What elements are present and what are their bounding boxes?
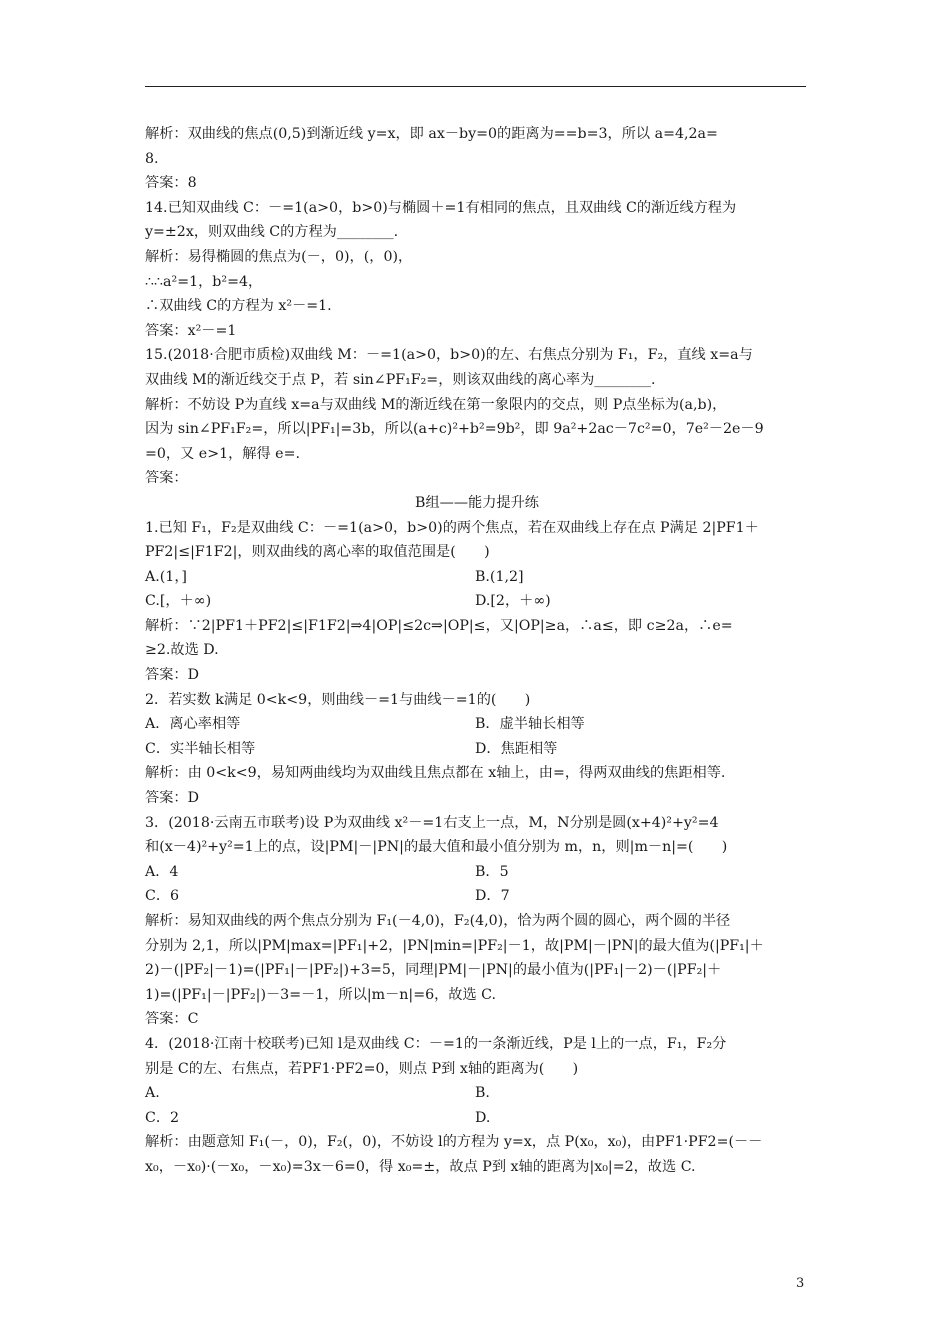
text-line: =0，又 e>1，解得 e=. — [145, 445, 300, 462]
text-line: 15.(2018·合肥市质检)双曲线 M：－=1(a>0，b>0)的左、右焦点分别为 F₁，F₂，直线 x=a与 — [145, 347, 753, 364]
section-heading: B组——能力提升练 — [415, 494, 539, 511]
text-line: 解析：易得椭圆的焦点为(－，0)，(，0)， — [145, 248, 413, 265]
text-line: 双曲线 M的渐近线交于点 P，若 sin∠PF₁F₂=，则该双曲线的离心率为________. — [145, 371, 656, 388]
text-line: 因为 sin∠PF₁F₂=，所以|PF₁|=3b，所以(a+c)²+b²=9b²，即 9a²+2ac－7c²=0，7e²－2e－9 — [145, 421, 764, 438]
option-row — [145, 1081, 809, 1106]
option-right: D．7 — [475, 888, 510, 905]
text-line: 1)=(|PF₁|－|PF₂|)－3=－1，所以|m－n|=6，故选 C. — [145, 986, 497, 1003]
option-right: D. — [475, 1109, 491, 1126]
text-line: 答案：D — [145, 790, 199, 807]
text-line: 解析：∵2|PF1＋PF2|≤|F1F2|⇒4|OP|≤2c⇒|OP|≤，又|OP|≥a，∴a≤，即 c≥2a，∴e= — [145, 617, 733, 634]
text-line: 解析：双曲线的焦点(0,5)到渐近线 y=x，即 ax－by=0的距离为==b=3，所以 a=4,2a= — [145, 126, 718, 142]
text-line: 解析：由题意知 F₁(－，0)，F₂(，0)，不妨设 l的方程为 y=x，点 P(x₀，x₀)，由PF1·PF2=(－－ — [145, 1134, 763, 1151]
text-line: 解析：由 0<k<9，易知两曲线均为双曲线且焦点都在 x轴上，由=，得两双曲线的焦距相等. — [145, 765, 726, 782]
text-line: 4．(2018·江南十校联考)已知 l是双曲线 C：－=1的一条渐近线，P是 l上的一点，F₁，F₂分 — [145, 1035, 727, 1052]
text-line: PF2|≤|F1F2|，则双曲线的离心率的取值范围是( ) — [145, 544, 490, 561]
text-line: 和(x－4)²+y²=1上的点，设|PM|－|PN|的最大值和最小值分别为 m，n，则|m－n|=( ) — [145, 839, 728, 856]
page-number: 3 — [796, 1276, 805, 1291]
text-line: 分别为 2,1，所以|PM|max=|PF₁|+2，|PN|min=|PF₂|－1，故|PM|－|PN|的最大值为(|PF₁|＋ — [145, 937, 764, 954]
option-right: D．焦距相等 — [475, 740, 558, 757]
text-line: 答案：C — [145, 1011, 199, 1028]
option-row — [145, 1106, 809, 1131]
option-left: C．2 — [145, 1109, 180, 1126]
option-row — [145, 860, 809, 885]
option-right: B．虚半轴长相等 — [475, 716, 585, 733]
option-row — [145, 884, 809, 909]
option-row — [145, 737, 809, 762]
text-line: 答案：x²－=1 — [145, 322, 237, 339]
text-line: ∴双曲线 C的方程为 x²－=1. — [145, 298, 332, 315]
text-line: ≥2.故选 D. — [145, 642, 219, 659]
text-line: ∴∴a²=1，b²=4， — [145, 273, 263, 290]
text-line: 解析：易知双曲线的两个焦点分别为 F₁(－4,0)，F₂(4,0)，恰为两个圆的圆心，两个圆的半径 — [145, 913, 731, 929]
option-left: C.[，＋∞) — [145, 593, 212, 610]
option-left: C．6 — [145, 888, 180, 905]
document-body — [145, 122, 809, 1180]
text-line: 答案：8 — [145, 175, 197, 192]
option-right: D.[2，＋∞) — [475, 593, 551, 610]
option-left: A．离心率相等 — [145, 716, 241, 733]
text-line: 解析：不妨设 P为直线 x=a与双曲线 M的渐近线在第一象限内的交点，则 P点坐标为(a,b)， — [145, 396, 727, 413]
text-line: 8. — [145, 150, 159, 167]
text-line: 2．若实数 k满足 0<k<9，则曲线－=1与曲线－=1的( ) — [145, 691, 531, 708]
option-left: A. — [145, 1085, 160, 1102]
option-right: B.(1,2] — [475, 568, 524, 585]
text-line: y=±2x，则双曲线 C的方程为________. — [145, 224, 399, 241]
text-line: 3．(2018·云南五市联考)设 P为双曲线 x²－=1右支上一点，M，N分别是圆(x+4)²+y²=4 — [145, 814, 719, 831]
option-row — [145, 589, 809, 614]
text-line: 14.已知双曲线 C：－=1(a>0，b>0)与椭圆＋=1有相同的焦点，且双曲线 C的渐近线方程为 — [145, 199, 737, 216]
option-right: B. — [475, 1085, 490, 1102]
option-left: C．实半轴长相等 — [145, 740, 256, 757]
text-line: 别是 C的左、右焦点，若PF1·PF2=0，则点 P到 x轴的距离为( ) — [145, 1060, 579, 1077]
text-line: 2)－(|PF₂|－1)=(|PF₁|－|PF₂|)+3=5，同理|PM|－|PN|的最小值为(|PF₁|－2)－(|PF₂|＋ — [145, 962, 722, 979]
option-right: B．5 — [475, 863, 509, 880]
option-row — [145, 712, 809, 737]
header-rule — [145, 86, 806, 87]
option-row — [145, 565, 809, 590]
text-line: 答案： — [145, 470, 188, 487]
text-line: x₀，－x₀)·(－x₀，－x₀)=3x－6=0，得 x₀=±，故点 P到 x轴的距离为|x₀|=2，故选 C. — [145, 1158, 696, 1175]
option-left: A．4 — [145, 863, 179, 880]
text-line: 答案：D — [145, 667, 199, 684]
text-line: 1.已知 F₁，F₂是双曲线 C：－=1(a>0，b>0)的两个焦点，若在双曲线上存在点 P满足 2|PF1＋ — [145, 519, 759, 536]
option-left: A.(1，] — [145, 568, 187, 585]
